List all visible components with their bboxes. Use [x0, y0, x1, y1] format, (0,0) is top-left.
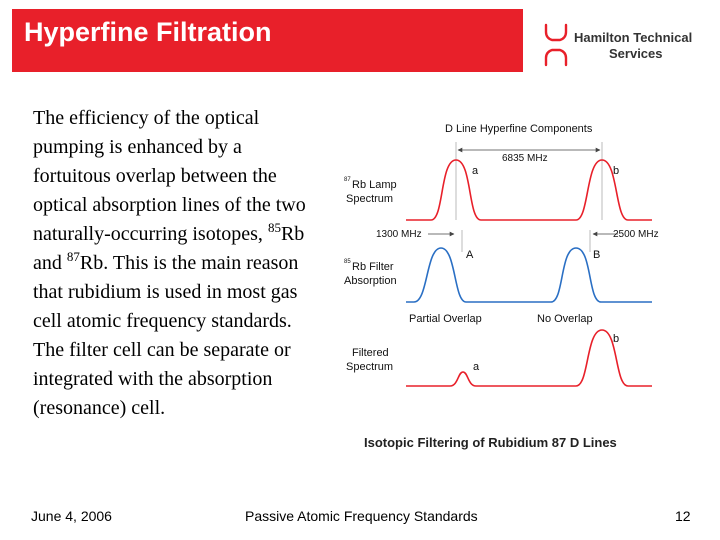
filter-label-line2: Absorption — [344, 275, 397, 287]
diagram-caption: Isotopic Filtering of Rubidium 87 D Lines — [364, 435, 617, 450]
body-paragraph — [33, 104, 315, 423]
title-bar — [12, 9, 523, 72]
diagram-heading: D Line Hyperfine Components — [445, 123, 593, 135]
isotope-87-sup: 87 — [66, 249, 80, 264]
lamp-peak-b: b — [613, 165, 620, 177]
footer-title: Passive Atomic Frequency Standards — [245, 508, 478, 524]
body-part-1: The efficiency of the optical pumping is enhanced by a fortuitous overlap between the optical absorption lines of the two naturally-occurring isotopes, — [33, 107, 306, 245]
lamp-peak-a: a — [472, 165, 479, 177]
span-2500-label: 2500 MHz — [613, 229, 659, 240]
filtered-label-line1: Filtered — [352, 347, 389, 359]
slide-title: Hyperfine Filtration — [24, 17, 272, 47]
logo-text — [574, 30, 692, 62]
body-part-3: Rb. This is the main reason that rubidium is used in most gas cell atomic frequency standards. The filter cell can be separate or integrated with the absorption (resonance) cell. — [33, 252, 299, 419]
filtered-peak-a: a — [473, 361, 480, 373]
lamp-label-line2: Spectrum — [346, 193, 394, 205]
filtered-label-line2: Spectrum — [346, 361, 394, 373]
hyperfine-diagram — [336, 110, 686, 460]
footer-date: June 4, 2006 — [31, 508, 112, 524]
logo-line-1: Hamilton Technical — [574, 30, 693, 45]
filter-peak-B: B — [593, 249, 601, 261]
filtered-peak-b: b — [613, 333, 620, 345]
span-6835-label: 6835 MHz — [502, 153, 548, 164]
no-overlap-label: No Overlap — [537, 313, 593, 325]
partial-overlap-label: Partial Overlap — [409, 313, 482, 325]
filter-peak-A: A — [466, 249, 474, 261]
isotope-85-sup: 85 — [267, 220, 281, 235]
page-number: 12 — [675, 508, 691, 524]
lamp-label-line1: Rb Lamp — [352, 179, 397, 191]
filter-label-sup: 85 — [344, 259, 351, 265]
filter-label-line1: Rb Filter — [352, 261, 394, 273]
lamp-label-sup: 87 — [344, 177, 351, 183]
filter-absorption-curve — [406, 248, 652, 302]
body-part-2: Rb and — [33, 223, 305, 274]
logo-line-2: Services — [609, 46, 663, 61]
span-1300-label: 1300 MHz — [376, 229, 422, 240]
hamilton-logo-icon — [538, 22, 574, 68]
